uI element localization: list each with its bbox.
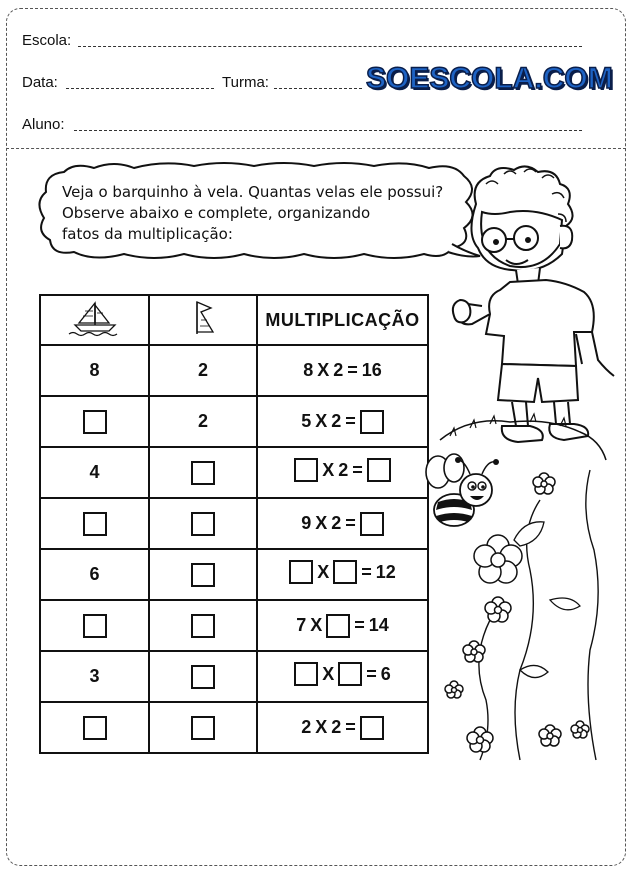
number: 2 [338, 459, 349, 480]
instruction-line-2: Observe abaixo e complete, organizando [62, 204, 371, 222]
escola-label: Escola: [22, 32, 72, 49]
multiplication-cell [257, 396, 428, 447]
multiplication-expression [301, 512, 384, 536]
sails-cell [149, 447, 257, 498]
boats-answer-box[interactable] [83, 512, 107, 536]
times-symbol: X [315, 411, 328, 431]
sails-cell: 2 [149, 396, 257, 447]
times-symbol: X [317, 561, 330, 582]
escola-line[interactable] [78, 46, 582, 47]
equals-symbol: = [345, 717, 356, 737]
sails-cell [149, 549, 257, 600]
boats-cell [40, 396, 149, 447]
multiplication-expression [296, 614, 389, 638]
sail-header-cell [149, 295, 257, 345]
multiplication-expression [289, 560, 396, 584]
aluno-line[interactable] [74, 130, 582, 131]
instruction-line-3: fatos da multiplicação: [62, 225, 233, 243]
data-label: Data: [22, 74, 58, 91]
table-header-row [40, 295, 428, 345]
multiplication-cell [257, 549, 428, 600]
equals-symbol: = [352, 459, 363, 480]
sails-cell: 2 [149, 345, 257, 396]
factor-b-box[interactable] [333, 560, 357, 584]
boats-cell: 4 [40, 447, 149, 498]
table-row [40, 600, 428, 651]
boats-answer-box[interactable] [83, 716, 107, 740]
sailboat-icon [65, 299, 125, 337]
product-box[interactable] [367, 458, 391, 482]
times-symbol: X [322, 459, 335, 480]
multiplicacao-header: MULTIPLICAÇÃO [257, 295, 428, 345]
instruction-line-1: Veja o barquinho à vela. Quantas velas ele possui? [62, 183, 444, 201]
multiplication-cell [257, 345, 428, 396]
data-line[interactable] [66, 88, 214, 89]
boats-answer-box[interactable] [83, 410, 107, 434]
number: 8 [303, 360, 314, 380]
sails-cell [149, 651, 257, 702]
number: 2 [331, 411, 342, 431]
boats-cell [40, 600, 149, 651]
flower-icon [430, 400, 620, 770]
table-row [40, 447, 428, 498]
number: 2 [301, 717, 312, 737]
times-symbol: X [315, 513, 328, 533]
sails-answer-box[interactable] [191, 461, 215, 485]
multiplication-cell [257, 651, 428, 702]
instructions [62, 182, 462, 245]
boats-cell: 3 [40, 651, 149, 702]
multiplication-expression [301, 410, 384, 434]
factor-a-box[interactable] [294, 662, 318, 686]
factor-b-box[interactable] [338, 662, 362, 686]
equals-symbol: = [345, 513, 356, 533]
multiplication-cell [257, 600, 428, 651]
turma-line[interactable] [274, 88, 362, 89]
boats-cell [40, 498, 149, 549]
number: 16 [361, 360, 382, 380]
product-box[interactable] [360, 716, 384, 740]
number: 14 [368, 615, 389, 635]
sails-cell [149, 702, 257, 753]
multiplication-cell [257, 702, 428, 753]
equals-symbol: = [361, 561, 372, 582]
sails-answer-box[interactable] [191, 563, 215, 587]
product-box[interactable] [360, 512, 384, 536]
multiplication-table [39, 294, 429, 754]
sails-answer-box[interactable] [191, 614, 215, 638]
boats-cell: 6 [40, 549, 149, 600]
number: 5 [301, 411, 312, 431]
equals-symbol: = [366, 663, 377, 684]
factor-a-box[interactable] [289, 560, 313, 584]
times-symbol: X [317, 360, 330, 380]
number: 9 [301, 513, 312, 533]
sails-answer-box[interactable] [191, 512, 215, 536]
multiplication-expression [301, 716, 384, 740]
table-row [40, 345, 428, 396]
number: 2 [333, 360, 344, 380]
sails-answer-box[interactable] [191, 665, 215, 689]
table-row [40, 549, 428, 600]
equals-symbol: = [354, 615, 365, 635]
sailboat-header-cell [40, 295, 149, 345]
factor-a-box[interactable] [294, 458, 318, 482]
soescola-logo: SOESCOLA.COM [366, 62, 613, 95]
number: 7 [296, 615, 307, 635]
factor-b-box[interactable] [326, 614, 350, 638]
sail-icon [183, 298, 223, 338]
turma-label: Turma: [222, 74, 269, 91]
boats-cell [40, 702, 149, 753]
table-row [40, 702, 428, 753]
number: 2 [331, 717, 342, 737]
table-row [40, 498, 428, 549]
sails-cell [149, 498, 257, 549]
multiplication-expression [303, 360, 382, 381]
number: 12 [375, 561, 396, 582]
times-symbol: X [322, 663, 335, 684]
aluno-label: Aluno: [22, 116, 65, 133]
multiplication-expression [294, 458, 391, 482]
times-symbol: X [310, 615, 323, 635]
equals-symbol: = [345, 411, 356, 431]
boats-answer-box[interactable] [83, 614, 107, 638]
multiplication-expression [294, 662, 391, 686]
header-divider [6, 148, 626, 149]
boats-cell: 8 [40, 345, 149, 396]
table-row [40, 651, 428, 702]
multiplication-cell [257, 447, 428, 498]
multiplication-cell [257, 498, 428, 549]
number: 2 [331, 513, 342, 533]
sails-answer-box[interactable] [191, 716, 215, 740]
times-symbol: X [315, 717, 328, 737]
product-box[interactable] [360, 410, 384, 434]
sails-cell [149, 600, 257, 651]
table-row [40, 396, 428, 447]
equals-symbol: = [347, 360, 358, 380]
number: 6 [380, 663, 391, 684]
